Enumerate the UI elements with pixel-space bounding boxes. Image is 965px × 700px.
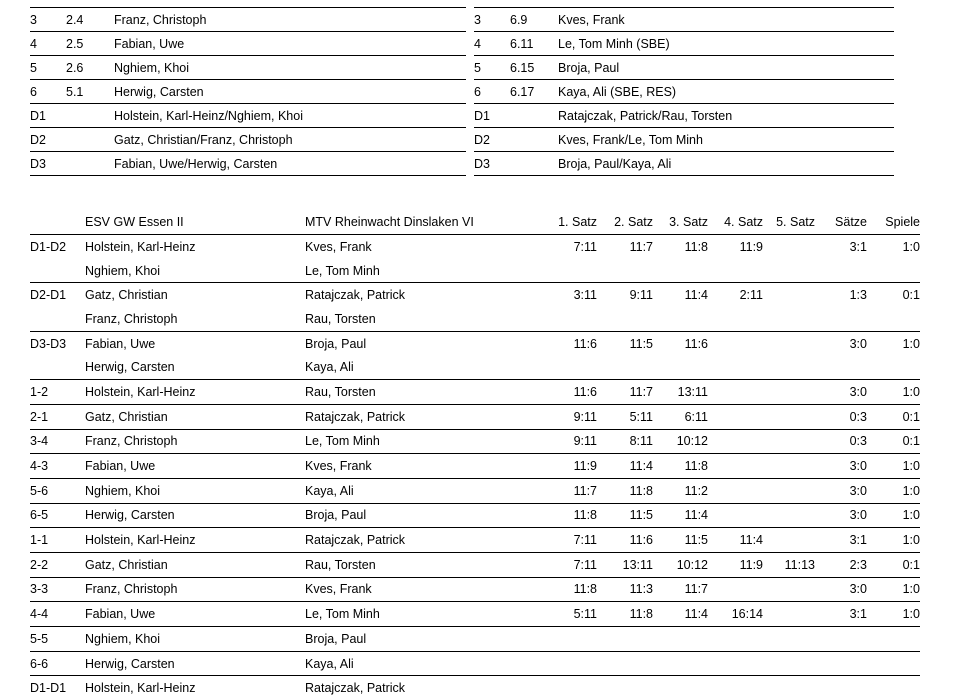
lineup-position	[474, 0, 510, 8]
lineup-rank	[510, 152, 558, 176]
set-1-score: 3:11	[526, 283, 597, 307]
games-result	[867, 651, 920, 676]
set-3-score	[653, 307, 708, 331]
set-2-score	[597, 627, 653, 652]
away-player: Kves, Frank	[305, 454, 526, 479]
lineup-row	[474, 32, 894, 56]
set-1-score: 11:7	[526, 478, 597, 503]
lineup-position: 5	[30, 56, 66, 80]
set-5-score	[763, 404, 815, 429]
set-2-score: 11:7	[597, 235, 653, 259]
games-result: 1:0	[867, 478, 920, 503]
sets-result	[815, 651, 867, 676]
lineup-row	[474, 0, 894, 8]
header-games: Spiele	[867, 209, 920, 235]
lineup-rank	[510, 104, 558, 128]
away-player: Kaya, Ali	[305, 355, 526, 379]
set-3-score: 10:12	[653, 552, 708, 577]
away-player: Kaya, Ali	[305, 651, 526, 676]
sets-result: 3:0	[815, 577, 867, 602]
set-2-score	[597, 651, 653, 676]
sets-result: 2:3	[815, 552, 867, 577]
match-pairing: D2-D1	[30, 283, 85, 307]
set-4-score	[708, 404, 763, 429]
header-home-team: ESV GW Essen II	[85, 209, 305, 235]
lineup-position: D2	[30, 128, 66, 152]
set-3-score: 11:5	[653, 528, 708, 553]
match-row	[30, 602, 920, 627]
games-result: 0:1	[867, 552, 920, 577]
match-pairing	[30, 355, 85, 379]
lineup-rank: 6.9	[510, 8, 558, 32]
home-player: Herwig, Carsten	[85, 503, 305, 528]
set-1-score	[526, 651, 597, 676]
set-2-score: 11:8	[597, 602, 653, 627]
set-5-score	[763, 283, 815, 307]
match-row	[30, 478, 920, 503]
match-pairing: 1-2	[30, 380, 85, 405]
set-5-score	[763, 454, 815, 479]
set-4-score	[708, 577, 763, 602]
lineup-player-name: Broja, Paul	[558, 56, 894, 80]
home-player: Gatz, Christian	[85, 552, 305, 577]
lineup-row	[474, 152, 894, 176]
set-2-score: 11:4	[597, 454, 653, 479]
home-player: Holstein, Karl-Heinz	[85, 528, 305, 553]
set-5-score	[763, 478, 815, 503]
lineup-rank: 6.15	[510, 56, 558, 80]
sets-result	[815, 259, 867, 283]
lineup-row	[30, 32, 466, 56]
set-1-score: 11:9	[526, 454, 597, 479]
set-5-score	[763, 331, 815, 355]
lineup-rank	[66, 104, 114, 128]
header-pairing	[30, 209, 85, 235]
set-3-score: 10:12	[653, 429, 708, 454]
set-5-score	[763, 503, 815, 528]
lineup-player-name: Herwig, Carsten	[114, 80, 466, 104]
lineup-row	[30, 152, 466, 176]
lineup-position: 3	[474, 8, 510, 32]
lineup-rank	[66, 0, 114, 8]
sets-result	[815, 676, 867, 700]
match-row	[30, 331, 920, 355]
header-sets: Sätze	[815, 209, 867, 235]
set-4-score	[708, 676, 763, 700]
lineup-position: D2	[474, 128, 510, 152]
lineup-row	[474, 56, 894, 80]
lineup-player-name: Le, Tom Minh (SBE)	[558, 32, 894, 56]
lineup-rank	[510, 128, 558, 152]
set-1-score: 7:11	[526, 235, 597, 259]
lineup-position: 4	[474, 32, 510, 56]
lineup-rank	[66, 128, 114, 152]
home-player: Fabian, Uwe	[85, 454, 305, 479]
match-pairing: 2-1	[30, 404, 85, 429]
set-1-score	[526, 259, 597, 283]
match-results-body	[30, 235, 920, 700]
lineup-row	[474, 80, 894, 104]
home-player: Franz, Christoph	[85, 577, 305, 602]
lineup-player-name: Ratajczak, Patrick/Rau, Torsten	[558, 104, 894, 128]
set-1-score: 11:6	[526, 331, 597, 355]
match-row	[30, 380, 920, 405]
games-result: 0:1	[867, 404, 920, 429]
set-2-score: 11:5	[597, 331, 653, 355]
header-set-1: 1. Satz	[526, 209, 597, 235]
match-row	[30, 676, 920, 700]
sets-result	[815, 355, 867, 379]
set-4-score	[708, 627, 763, 652]
lineup-player-name: Nghiem, Khoi	[114, 56, 466, 80]
set-5-score	[763, 528, 815, 553]
match-row	[30, 454, 920, 479]
games-result	[867, 259, 920, 283]
away-player: Ratajczak, Patrick	[305, 404, 526, 429]
games-result: 0:1	[867, 429, 920, 454]
set-4-score	[708, 331, 763, 355]
set-3-score: 6:11	[653, 404, 708, 429]
sets-result: 0:3	[815, 404, 867, 429]
set-2-score	[597, 676, 653, 700]
games-result: 1:0	[867, 235, 920, 259]
lineup-player-name	[114, 0, 466, 8]
away-player: Broja, Paul	[305, 331, 526, 355]
set-5-score	[763, 602, 815, 627]
games-result: 1:0	[867, 454, 920, 479]
sets-result: 3:1	[815, 528, 867, 553]
games-result	[867, 307, 920, 331]
games-result: 1:0	[867, 331, 920, 355]
sets-result: 3:0	[815, 478, 867, 503]
home-player: Fabian, Uwe	[85, 602, 305, 627]
lineup-player-name: Kaya, Ali (SBE, RES)	[558, 80, 894, 104]
games-result: 1:0	[867, 528, 920, 553]
lineup-row	[30, 104, 466, 128]
set-2-score	[597, 259, 653, 283]
away-player: Le, Tom Minh	[305, 259, 526, 283]
match-pairing	[30, 307, 85, 331]
away-player: Broja, Paul	[305, 503, 526, 528]
lineup-row	[30, 0, 466, 8]
header-set-3: 3. Satz	[653, 209, 708, 235]
lineup-position: 4	[30, 32, 66, 56]
set-4-score: 11:9	[708, 235, 763, 259]
lineup-rank: 6.11	[510, 32, 558, 56]
lineup-position: 6	[30, 80, 66, 104]
games-result	[867, 676, 920, 700]
match-pairing: 5-6	[30, 478, 85, 503]
lineup-position: D3	[30, 152, 66, 176]
match-pairing: 5-5	[30, 627, 85, 652]
match-pairing: 2-2	[30, 552, 85, 577]
set-2-score: 5:11	[597, 404, 653, 429]
set-1-score: 7:11	[526, 528, 597, 553]
match-pairing: D1-D2	[30, 235, 85, 259]
away-player: Kves, Frank	[305, 235, 526, 259]
lineup-player-name: Fabian, Uwe/Herwig, Carsten	[114, 152, 466, 176]
match-pairing: D1-D1	[30, 676, 85, 700]
set-3-score	[653, 651, 708, 676]
lineup-player-name	[558, 0, 894, 8]
set-4-score	[708, 429, 763, 454]
header-set-5: 5. Satz	[763, 209, 815, 235]
away-player: Kaya, Ali	[305, 478, 526, 503]
set-4-score	[708, 307, 763, 331]
set-1-score	[526, 676, 597, 700]
set-5-score	[763, 380, 815, 405]
home-player: Nghiem, Khoi	[85, 478, 305, 503]
sets-result: 3:0	[815, 331, 867, 355]
set-1-score	[526, 307, 597, 331]
set-1-score: 9:11	[526, 404, 597, 429]
away-player: Rau, Torsten	[305, 307, 526, 331]
set-1-score: 11:6	[526, 380, 597, 405]
set-3-score: 13:11	[653, 380, 708, 405]
set-5-score	[763, 651, 815, 676]
set-2-score	[597, 307, 653, 331]
home-player: Nghiem, Khoi	[85, 259, 305, 283]
away-lineup-body	[474, 0, 894, 176]
set-2-score: 9:11	[597, 283, 653, 307]
match-row	[30, 283, 920, 307]
sets-result: 1:3	[815, 283, 867, 307]
home-player: Franz, Christoph	[85, 307, 305, 331]
set-3-score: 11:6	[653, 331, 708, 355]
lineup-player-name: Kves, Frank	[558, 8, 894, 32]
set-2-score	[597, 355, 653, 379]
set-3-score	[653, 355, 708, 379]
lineup-player-name: Fabian, Uwe	[114, 32, 466, 56]
set-1-score: 11:8	[526, 503, 597, 528]
away-player: Broja, Paul	[305, 627, 526, 652]
match-pairing	[30, 259, 85, 283]
home-lineup-body	[30, 0, 466, 176]
match-pairing: 1-1	[30, 528, 85, 553]
header-set-2: 2. Satz	[597, 209, 653, 235]
match-row	[30, 552, 920, 577]
lineup-row	[30, 80, 466, 104]
set-2-score: 11:7	[597, 380, 653, 405]
set-4-score: 16:14	[708, 602, 763, 627]
set-5-score	[763, 627, 815, 652]
home-player: Holstein, Karl-Heinz	[85, 676, 305, 700]
set-1-score: 7:11	[526, 552, 597, 577]
home-player: Franz, Christoph	[85, 429, 305, 454]
set-3-score: 11:4	[653, 602, 708, 627]
set-5-score: 11:13	[763, 552, 815, 577]
set-2-score: 11:3	[597, 577, 653, 602]
home-player: Nghiem, Khoi	[85, 627, 305, 652]
match-results-table	[30, 209, 920, 700]
lineup-position: D3	[474, 152, 510, 176]
away-player: Rau, Torsten	[305, 552, 526, 577]
games-result	[867, 627, 920, 652]
sets-result: 3:0	[815, 380, 867, 405]
games-result: 1:0	[867, 503, 920, 528]
lineup-row	[30, 8, 466, 32]
set-3-score	[653, 676, 708, 700]
set-1-score: 5:11	[526, 602, 597, 627]
lineup-position	[30, 0, 66, 8]
match-row	[30, 577, 920, 602]
set-5-score	[763, 259, 815, 283]
sets-result: 3:1	[815, 602, 867, 627]
set-3-score: 11:4	[653, 503, 708, 528]
set-5-score	[763, 676, 815, 700]
set-1-score	[526, 627, 597, 652]
match-row	[30, 503, 920, 528]
match-row	[30, 307, 920, 331]
away-player: Ratajczak, Patrick	[305, 283, 526, 307]
sets-result: 3:0	[815, 454, 867, 479]
set-5-score	[763, 429, 815, 454]
match-row	[30, 429, 920, 454]
set-2-score: 11:5	[597, 503, 653, 528]
away-player: Le, Tom Minh	[305, 429, 526, 454]
set-1-score	[526, 355, 597, 379]
sets-result: 3:1	[815, 235, 867, 259]
lineup-position: D1	[30, 104, 66, 128]
away-player: Ratajczak, Patrick	[305, 528, 526, 553]
games-result	[867, 355, 920, 379]
match-row	[30, 235, 920, 259]
set-3-score	[653, 259, 708, 283]
home-player: Herwig, Carsten	[85, 651, 305, 676]
set-4-score	[708, 355, 763, 379]
match-row	[30, 627, 920, 652]
match-pairing: 3-4	[30, 429, 85, 454]
match-row	[30, 528, 920, 553]
set-3-score: 11:8	[653, 235, 708, 259]
lineup-rank	[66, 152, 114, 176]
header-set-4: 4. Satz	[708, 209, 763, 235]
set-2-score: 11:6	[597, 528, 653, 553]
set-3-score: 11:2	[653, 478, 708, 503]
home-lineup-table	[30, 0, 466, 176]
home-player: Holstein, Karl-Heinz	[85, 380, 305, 405]
sets-result: 0:3	[815, 429, 867, 454]
lineup-player-name: Gatz, Christian/Franz, Christoph	[114, 128, 466, 152]
home-player: Fabian, Uwe	[85, 331, 305, 355]
home-player: Gatz, Christian	[85, 283, 305, 307]
sets-result	[815, 627, 867, 652]
set-4-score: 11:4	[708, 528, 763, 553]
lineup-player-name: Franz, Christoph	[114, 8, 466, 32]
match-row	[30, 259, 920, 283]
lineup-position: 5	[474, 56, 510, 80]
lineup-rank: 2.4	[66, 8, 114, 32]
set-2-score: 11:8	[597, 478, 653, 503]
match-row	[30, 404, 920, 429]
set-3-score: 11:7	[653, 577, 708, 602]
match-row	[30, 355, 920, 379]
set-5-score	[763, 355, 815, 379]
sets-result: 3:0	[815, 503, 867, 528]
set-5-score	[763, 307, 815, 331]
set-1-score: 9:11	[526, 429, 597, 454]
home-player: Herwig, Carsten	[85, 355, 305, 379]
lineup-rank: 6.17	[510, 80, 558, 104]
set-4-score	[708, 478, 763, 503]
set-4-score: 11:9	[708, 552, 763, 577]
lineup-rank: 2.5	[66, 32, 114, 56]
match-pairing: 6-6	[30, 651, 85, 676]
home-player: Gatz, Christian	[85, 404, 305, 429]
lineup-position: 3	[30, 8, 66, 32]
set-3-score: 11:8	[653, 454, 708, 479]
lineup-position: 6	[474, 80, 510, 104]
match-pairing: 3-3	[30, 577, 85, 602]
lineup-player-name: Holstein, Karl-Heinz/Nghiem, Khoi	[114, 104, 466, 128]
match-header-row	[30, 209, 920, 235]
set-3-score: 11:4	[653, 283, 708, 307]
lineup-rank	[510, 0, 558, 8]
lineup-rank: 5.1	[66, 80, 114, 104]
set-4-score: 2:11	[708, 283, 763, 307]
games-result: 1:0	[867, 602, 920, 627]
set-2-score: 13:11	[597, 552, 653, 577]
header-away-team: MTV Rheinwacht Dinslaken VI	[305, 209, 526, 235]
set-1-score: 11:8	[526, 577, 597, 602]
match-pairing: D3-D3	[30, 331, 85, 355]
set-2-score: 8:11	[597, 429, 653, 454]
lineup-row	[30, 56, 466, 80]
away-player: Le, Tom Minh	[305, 602, 526, 627]
away-player: Kves, Frank	[305, 577, 526, 602]
away-player: Rau, Torsten	[305, 380, 526, 405]
lineup-row	[474, 104, 894, 128]
sets-result	[815, 307, 867, 331]
away-player: Ratajczak, Patrick	[305, 676, 526, 700]
set-3-score	[653, 627, 708, 652]
lineup-row	[474, 128, 894, 152]
set-4-score	[708, 651, 763, 676]
set-4-score	[708, 454, 763, 479]
match-pairing: 4-4	[30, 602, 85, 627]
lineup-row	[474, 8, 894, 32]
games-result: 0:1	[867, 283, 920, 307]
match-pairing: 6-5	[30, 503, 85, 528]
away-lineup-table	[474, 0, 894, 176]
lineup-player-name: Broja, Paul/Kaya, Ali	[558, 152, 894, 176]
match-pairing: 4-3	[30, 454, 85, 479]
set-4-score	[708, 380, 763, 405]
set-4-score	[708, 259, 763, 283]
lineup-row	[30, 128, 466, 152]
home-player: Holstein, Karl-Heinz	[85, 235, 305, 259]
set-4-score	[708, 503, 763, 528]
set-5-score	[763, 235, 815, 259]
lineup-position: D1	[474, 104, 510, 128]
lineup-rank: 2.6	[66, 56, 114, 80]
set-5-score	[763, 577, 815, 602]
games-result: 1:0	[867, 380, 920, 405]
match-row	[30, 651, 920, 676]
lineup-player-name: Kves, Frank/Le, Tom Minh	[558, 128, 894, 152]
games-result: 1:0	[867, 577, 920, 602]
